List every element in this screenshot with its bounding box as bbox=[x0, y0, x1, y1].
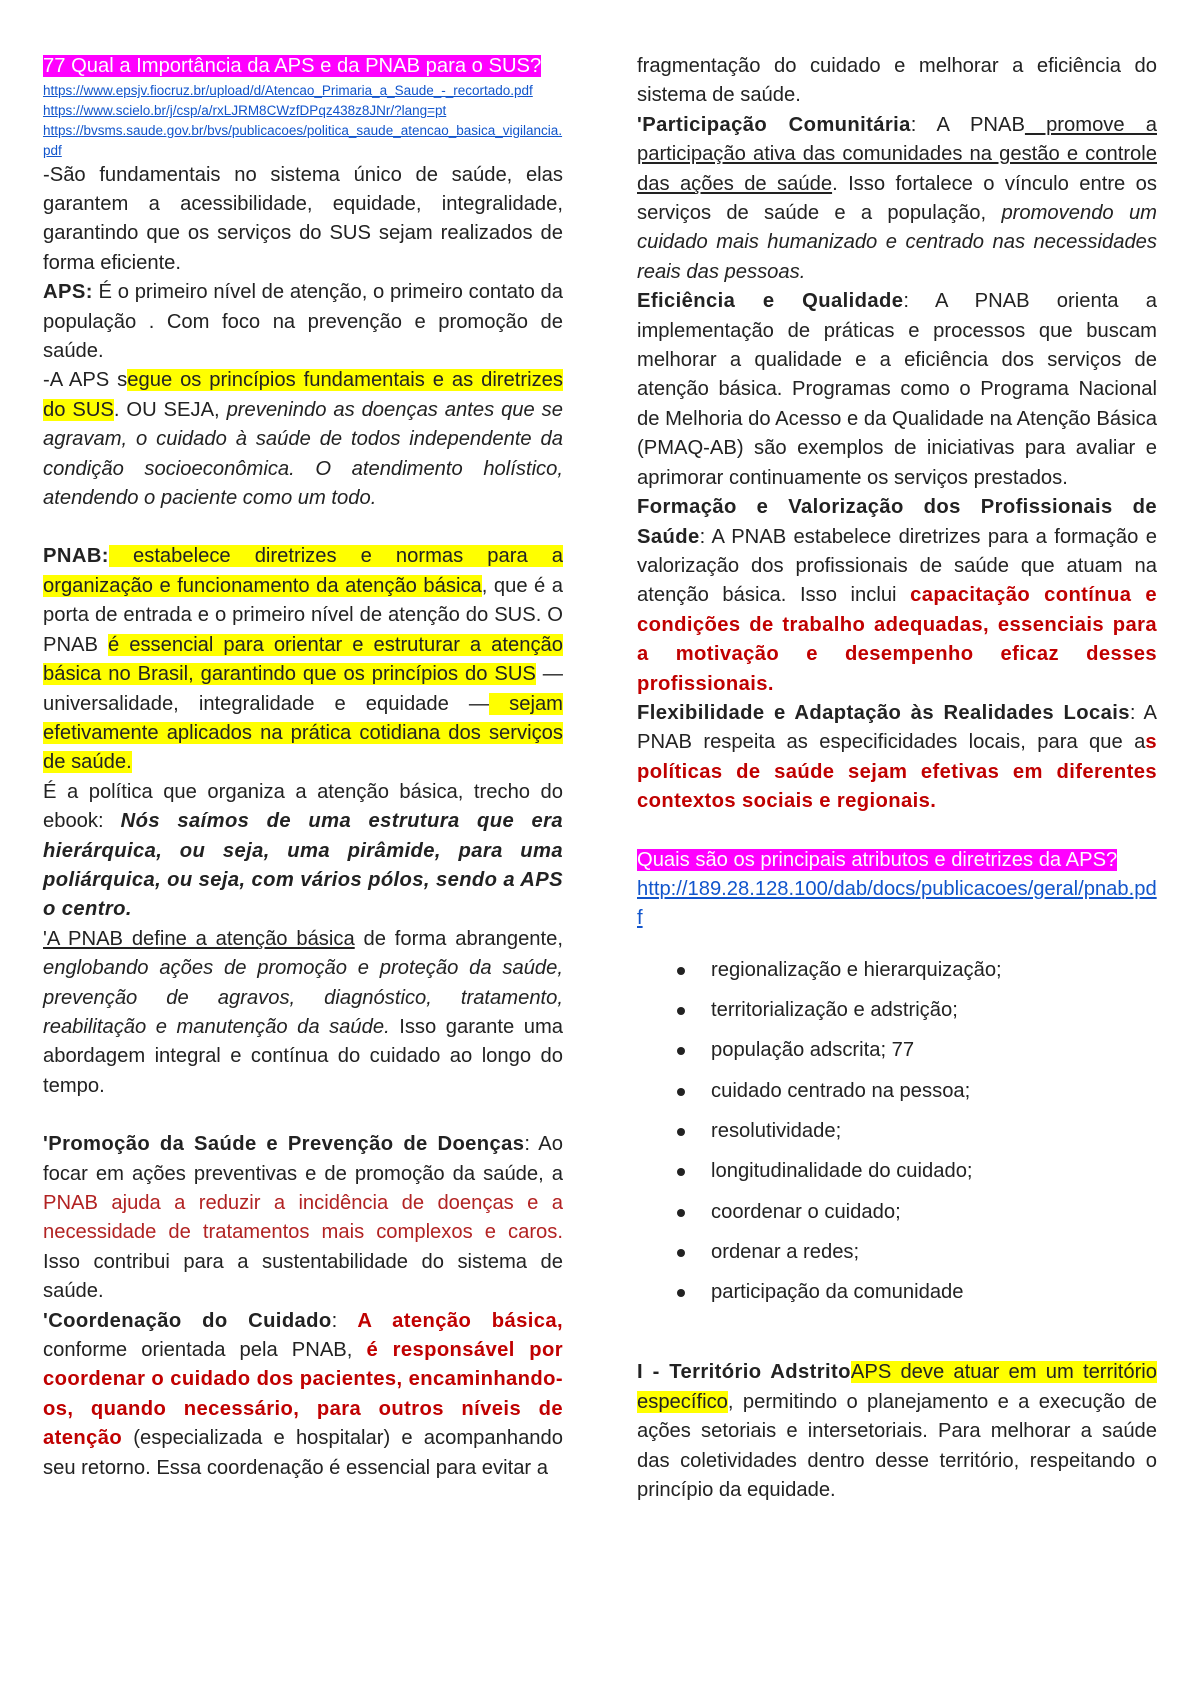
list-item: cuidado centrado na pessoa; bbox=[677, 1077, 1157, 1106]
efficiency-paragraph: Eficiência e Qualidade: A PNAB orienta a implementação de práticas e processos que buscam melhorar a qualidade e a eficiência dos serviços de atenção básica. Programas como o Programa Nacional de Melhoria do Acesso e da Qualidade na Atenção Básica (PMAQ-AB) são exemplos de iniciativas para avaliar e aprimorar continuamente os serviços prestados. bbox=[637, 290, 1157, 489]
bullet-icon bbox=[677, 1168, 685, 1176]
ebook-paragraph: É a política que organiza a atenção básica, trecho do ebook: Nós saímos de uma estrutura que era hierárquica, ou seja, uma pirâmide, para uma poliárquica, ou seja, com vários pólos, sendo a APS o centro. bbox=[43, 780, 563, 921]
bullet-icon bbox=[677, 1209, 685, 1217]
aps-principles-paragraph: -A APS segue os princípios fundamentais e as diretrizes do SUS. OU SEJA, prevenindo as doenças antes que se agravam, o cuidado à saúde de todos independente da condição socioeconômica. O atendimento holístico, atendendo o paciente como um todo. bbox=[43, 369, 563, 510]
bullet-icon bbox=[677, 1128, 685, 1136]
territory-paragraph: I - Território AdstritoAPS deve atuar em um território específico, permitindo o planejamento e a execução de ações setoriais e intersetoriais. Para melhorar a saúde das coletividades dentro desse território, respeitando o princípio da equidade. bbox=[637, 1361, 1158, 1502]
list-item: territorialização e adstrição; bbox=[677, 996, 1157, 1025]
aps-paragraph: APS: É o primeiro nível de atenção, o primeiro contato da população . Com foco na prevenção e promoção de saúde. bbox=[43, 281, 563, 363]
pnab-label: PNAB: bbox=[43, 545, 109, 568]
reference-links bbox=[43, 81, 563, 160]
list-item: coordenar o cuidado; bbox=[677, 1198, 1157, 1227]
pnab-define-paragraph: 'A PNAB define a atenção básica de forma abrangente, englobando ações de promoção e proteção da saúde, prevenção de agravos, diagnóstico, tratamento, reabilitação e manutenção da saúde. Isso garante uma abordagem integral e contínua do cuidado ao longo do tempo. bbox=[43, 927, 563, 1097]
left-column bbox=[43, 52, 563, 1483]
training-paragraph: Formação e Valorização dos Profissionais de Saúde: A PNAB estabelece diretrizes para a formação e valorização dos profissionais de saúde que atuam na atenção básica. Isso inclui capacitação contínua e condições de trabalho adequadas, essenciais para a motivação e desempenho eficaz desses profissionais. bbox=[637, 496, 1157, 695]
question-attributes-heading: Quais são os principais atributos e diretrizes da APS? bbox=[637, 848, 1118, 871]
intro-paragraph: -São fundamentais no sistema único de saúde, elas garantem a acessibilidade, equidade, integralidade, garantindo que os serviços do SUS sejam realizados de forma eficiente. bbox=[43, 163, 563, 274]
reference-link-2[interactable]: https://www.scielo.br/j/csp/a/rxLJRM8CWzfDPqz438z8JNr/?lang=pt bbox=[43, 103, 447, 119]
bullet-icon bbox=[677, 1007, 685, 1015]
aps-label: APS: bbox=[43, 281, 93, 304]
list-item: resolutividade; bbox=[677, 1117, 1157, 1146]
promotion-paragraph: 'Promoção da Saúde e Prevenção de Doenças: Ao focar em ações preventivas e de promoção da saúde, a PNAB ajuda a reduzir a incidência de doenças e a necessidade de tratamentos mais complexos e caros. Isso contribui para a sustentabilidade do sistema de saúde. bbox=[43, 1133, 563, 1303]
right-column bbox=[637, 52, 1157, 1505]
question-77-heading: 77 Qual a Importância da APS e da PNAB para o SUS? bbox=[43, 55, 542, 77]
attributes-list bbox=[637, 956, 1157, 1308]
participation-paragraph: 'Participação Comunitária: A PNAB promove a participação ativa das comunidades na gestão e controle das ações de saúde. Isso fortalece o vínculo entre os serviços de saúde e a população, promovendo um cuidado mais humanizado e centrado nas necessidades reais das pessoas. bbox=[637, 113, 1157, 283]
reference-link-1[interactable]: https://www.epsjv.fiocruz.br/upload/d/Atencao_Primaria_a_Saude_-_recortado.pdf bbox=[43, 83, 533, 99]
bullet-icon bbox=[677, 1249, 685, 1257]
list-item: participação da comunidade bbox=[677, 1278, 1157, 1307]
pnab-pdf-link[interactable]: http://189.28.128.100/dab/docs/publicacoes/geral/pnab.pdf bbox=[637, 877, 1157, 930]
list-item: longitudinalidade do cuidado; bbox=[677, 1157, 1157, 1186]
list-item: população adscrita; 77 bbox=[677, 1036, 1157, 1065]
bullet-icon bbox=[677, 1289, 685, 1297]
continuation-paragraph: fragmentação do cuidado e melhorar a eficiência do sistema de saúde. bbox=[637, 55, 1157, 107]
bullet-icon bbox=[677, 1088, 685, 1096]
coordination-paragraph: 'Coordenação do Cuidado: A atenção básica, conforme orientada pela PNAB, é responsável por coordenar o cuidado dos pacientes, encaminhando-os, quando necessário, para outros níveis de atenção (especializada e hospitalar) e acompanhando seu retorno. Essa coordenação é essencial para evitar a bbox=[43, 1309, 564, 1479]
list-item: regionalização e hierarquização; bbox=[677, 956, 1157, 985]
flexibility-paragraph: Flexibilidade e Adaptação às Realidades Locais: A PNAB respeita as especificidades locais, para que as políticas de saúde sejam efetivas em diferentes contextos sociais e regionais. bbox=[637, 701, 1157, 813]
bullet-icon bbox=[677, 967, 685, 975]
reference-link-3[interactable]: https://bvsms.saude.gov.br/bvs/publicacoes/politica_saude_atencao_basica_vigilancia.pdf bbox=[43, 123, 563, 158]
pnab-paragraph: PNAB: estabelece diretrizes e normas para a organização e funcionamento da atenção básica, que é a porta de entrada e o primeiro nível de atenção do SUS. O PNAB é essencial para orientar e estruturar a atenção básica no Brasil, garantindo que os princípios do SUS — universalidade, integralidade e equidade — sejam efetivamente aplicados na prática cotidiana dos serviços de saúde. bbox=[43, 545, 564, 774]
bullet-icon bbox=[677, 1047, 685, 1055]
list-item: ordenar a redes; bbox=[677, 1238, 1157, 1267]
